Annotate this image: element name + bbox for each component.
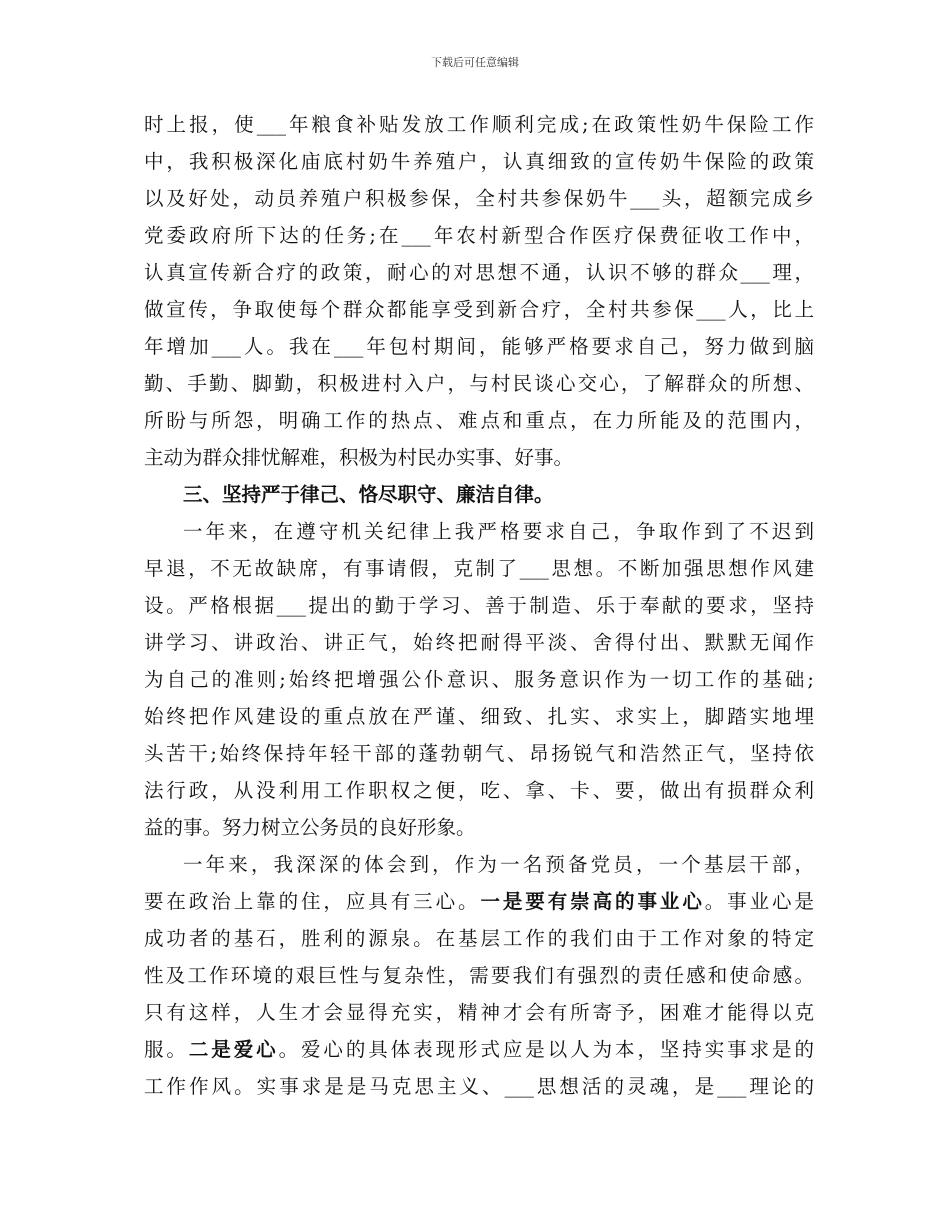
body-line: 以及好处，动员养殖户积极参保，全村共参保奶牛___头，超额完成乡 (144, 187, 814, 210)
document-body (144, 106, 814, 1105)
body-line: 党委政府所下达的任务;在___年农村新型合作医疗保费征收工作中， (144, 224, 814, 247)
body-line: 认真宣传新合疗的政策，耐心的对思想不通，认识不够的群众___理， (144, 261, 814, 284)
body-line: 为自己的准则;始终把增强公仆意识、服务意识作为一切工作的基础; (144, 668, 814, 691)
body-line: 勤、手勤、脚勤，积极进村入户，与村民谈心交心，了解群众的所想、 (144, 372, 814, 395)
text-run: 要在政治上靠的住，应具有三心。 (144, 890, 481, 913)
bold-phrase: 一是要有崇高的事业心 (480, 890, 705, 913)
body-line-mixed (144, 1031, 814, 1068)
body-line: 讲学习、讲政治、讲正气，始终把耐得平淡、舍得付出、默默无闻作 (144, 631, 814, 654)
body-line: 成功者的基石，胜利的源泉。在基层工作的我们由于工作对象的特定 (144, 927, 814, 950)
body-line: 益的事。努力树立公务员的良好形象。 (144, 816, 476, 839)
text-run: 。事业心是 (704, 890, 814, 913)
body-line: 中，我积极深化庙底村奶牛养殖户，认真细致的宣传奶牛保险的政策 (144, 150, 814, 173)
body-line: 主动为群众排忧解难，积极为村民办实事、好事。 (144, 446, 574, 469)
body-line: 只有这样，人生才会显得充实，精神才会有所寄予，困难才能得以克 (144, 1001, 814, 1024)
body-line: 所盼与所怨，明确工作的热点、难点和重点，在力所能及的范围内， (144, 409, 814, 432)
body-line: 头苦干;始终保持年轻干部的蓬勃朝气、昂扬锐气和浩然正气，坚持依 (144, 742, 814, 765)
body-line: 性及工作环境的艰巨性与复杂性，需要我们有强烈的责任感和使命感。 (144, 964, 814, 987)
page-header: 下载后可任意编辑 (431, 56, 519, 69)
text-run: 服。 (144, 1038, 189, 1061)
bold-phrase: 二是爱心 (188, 1038, 279, 1061)
body-line: 工作作风。实事求是是马克思主义、___思想活的灵魂，是___理论的 (144, 1075, 814, 1098)
body-line: 始终把作风建设的重点放在严谨、细致、扎实、求实上，脚踏实地埋 (144, 705, 814, 728)
body-line: 做宣传，争取使每个群众都能享受到新合疗，全村共参保___人，比上 (144, 298, 814, 321)
body-line: 法行政，从没利用工作职权之便，吃、拿、卡、要，做出有损群众利 (144, 779, 814, 802)
body-line: 一年来，在遵守机关纪律上我严格要求自己，争取作到了不迟到 (183, 520, 814, 543)
body-line: 设。严格根据___提出的勤于学习、善于制造、乐于奉献的要求，坚持 (144, 594, 814, 617)
body-line: 时上报，使___年粮食补贴发放工作顺利完成;在政策性奶牛保险工作 (144, 113, 814, 136)
body-line: 早退，不无故缺席，有事请假，克制了___思想。不断加强思想作风建 (144, 557, 814, 580)
text-run: 。爱心的具体表现形式应是以人为本，坚持实事求是的 (278, 1038, 814, 1061)
body-line: 年增加___人。我在___年包村期间，能够严格要求自己，努力做到脑 (144, 335, 814, 358)
section-heading: 三、坚持严于律己、恪尽职守、廉洁自律。 (183, 483, 554, 506)
body-line: 一年来，我深深的体会到，作为一名预备党员，一个基层干部， (183, 853, 814, 876)
body-line-mixed (144, 883, 814, 920)
